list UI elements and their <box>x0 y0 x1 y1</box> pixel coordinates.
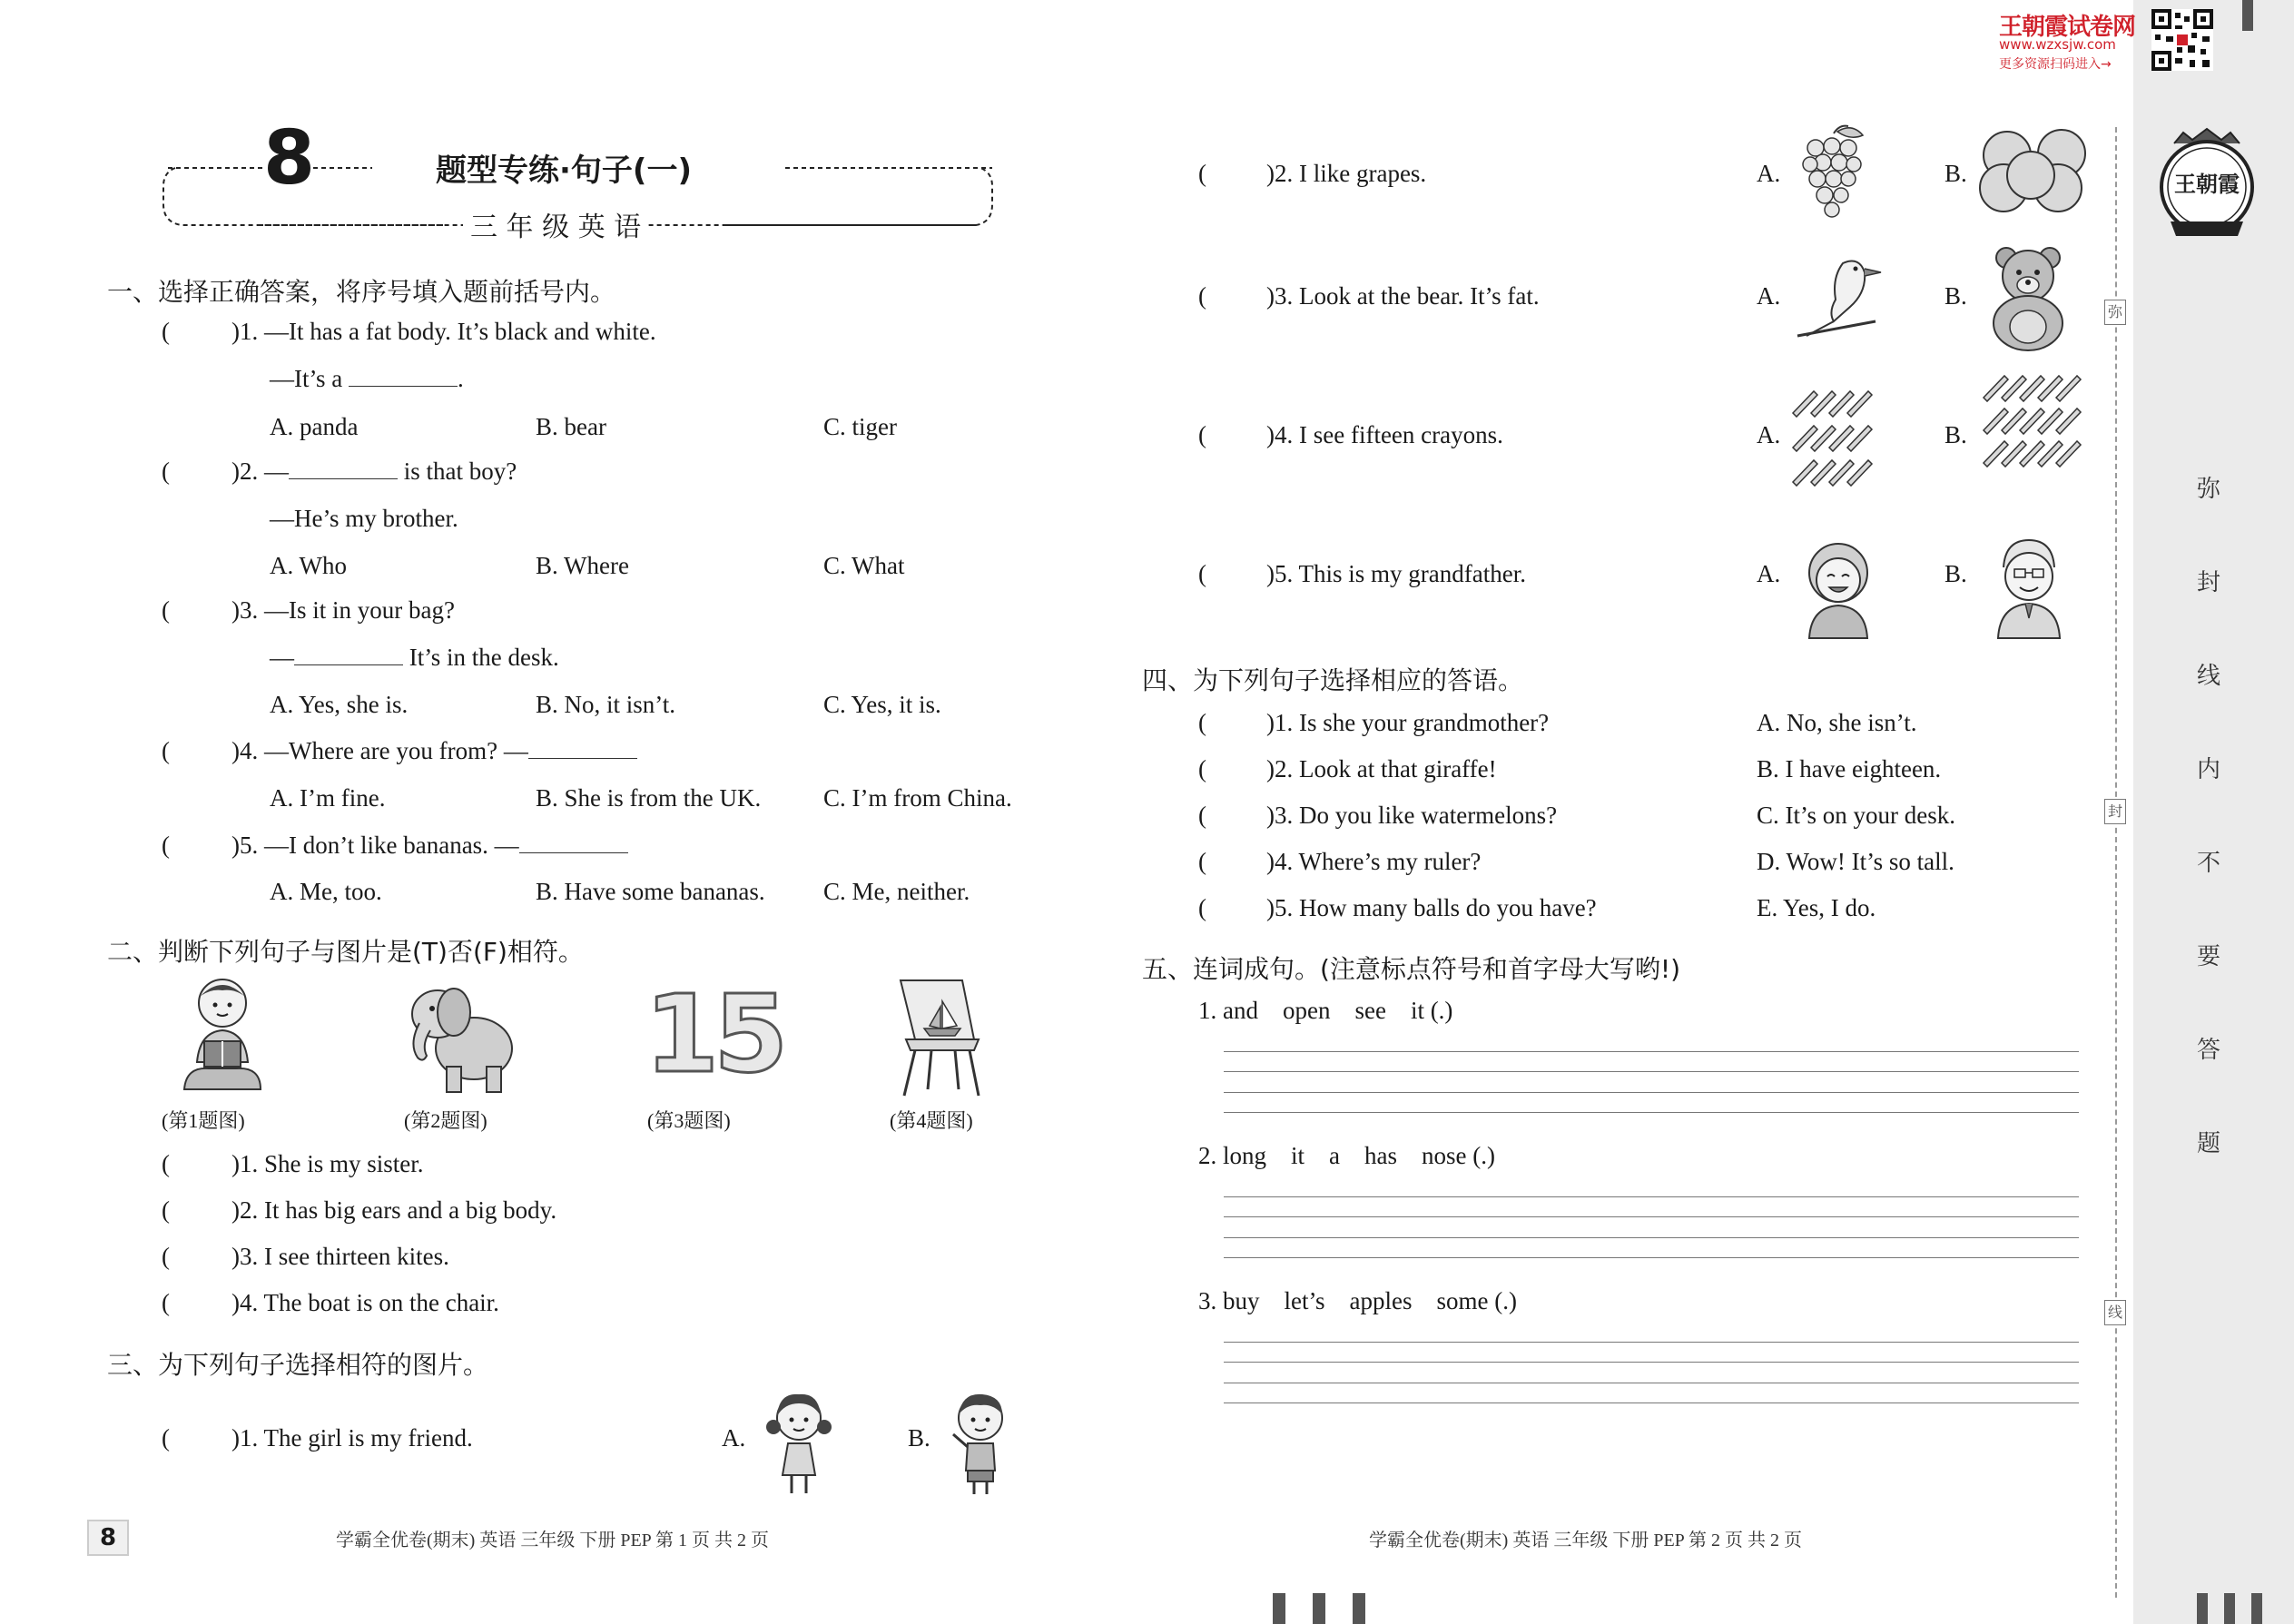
answer-option: C. It’s on your desk. <box>1757 802 1955 829</box>
paren: ( <box>162 1424 170 1452</box>
elephant-picture <box>399 976 517 1098</box>
binding-dashed-line <box>2115 127 2117 1598</box>
page-subtitle: 三 年 级 英 语 <box>463 204 648 244</box>
answer-blank[interactable] <box>349 366 458 387</box>
option: A. Who <box>270 552 347 579</box>
stem-text: )5. —I don’t like bananas. — <box>231 832 519 859</box>
brand-name: 王朝霞试卷网 <box>1999 14 2136 41</box>
stem-text: )2. — <box>231 458 289 485</box>
option: C. I’m from China. <box>823 784 1012 812</box>
paren: ( <box>1198 421 1206 448</box>
option-label: A. <box>722 1424 746 1452</box>
seal-text-char: 封 <box>2197 569 2221 596</box>
page-title: 题型专练·句子(一) <box>436 153 692 189</box>
question-line2 <box>270 644 559 672</box>
question-stem: )4. Where’s my ruler? <box>1266 848 1482 875</box>
picture-caption: (第4题图) <box>890 1109 973 1132</box>
registration-mark <box>2242 0 2253 31</box>
writing-line[interactable] <box>1224 1092 2079 1093</box>
question-line2: —He’s my brother. <box>270 505 458 532</box>
option: A. Me, too. <box>270 878 382 905</box>
writing-line[interactable] <box>1224 1342 2079 1343</box>
option: A. I’m fine. <box>270 784 386 812</box>
option: C. What <box>823 552 905 579</box>
question-stem: )3. —Is it in your bag? <box>231 596 455 624</box>
registration-mark <box>1273 1593 1285 1624</box>
number-fifteen-picture: 15 <box>645 971 783 1097</box>
question-stem: )1. —It has a fat body. It’s black and white. <box>231 318 656 345</box>
section2-heading: 二、判断下列句子与图片是(T)否(F)相符。 <box>107 937 584 967</box>
stem-text: is that boy? <box>403 458 517 485</box>
answer-blank[interactable] <box>519 832 628 853</box>
paren: ( <box>162 1150 170 1177</box>
grandfather-picture <box>1984 531 2074 640</box>
line-text: —It’s a <box>270 365 343 392</box>
option-label: A. <box>1757 282 1781 310</box>
option: B. Have some bananas. <box>536 878 765 905</box>
question-stem <box>231 458 517 486</box>
paren: ( <box>162 832 170 859</box>
boat-on-chair-picture <box>888 976 992 1098</box>
question-stem: )3. I see thirteen kites. <box>231 1243 449 1270</box>
section5-heading: 五、连词成句。(注意标点符号和首字母大写哟!) <box>1142 954 1681 984</box>
line-text: — <box>270 644 294 671</box>
question-stem: )2. Look at that giraffe! <box>1266 755 1497 782</box>
paren: ( <box>162 1196 170 1224</box>
word-item: 2. long it a has nose (.) <box>1198 1142 1495 1169</box>
seal-text-char: 不 <box>2197 850 2221 877</box>
word-item: 1. and open see it (.) <box>1198 997 1453 1024</box>
bird-picture <box>1788 245 1888 345</box>
question-stem: )1. She is my sister. <box>231 1150 424 1177</box>
word-item: 3. buy let’s apples some (.) <box>1198 1287 1517 1314</box>
option: C. Me, neither. <box>823 878 970 905</box>
question-stem: )5. This is my grandfather. <box>1266 560 1526 587</box>
stem-text: )4. —Where are you from? — <box>231 737 528 764</box>
paren: ( <box>162 458 170 485</box>
option: C. tiger <box>823 413 897 440</box>
crayons-twelve-picture <box>1788 386 1888 490</box>
girl-picture <box>763 1389 835 1498</box>
seal-text-char: 线 <box>2197 663 2221 690</box>
boy-reading-picture <box>177 976 268 1098</box>
seal-text-char: 内 <box>2197 756 2221 783</box>
line-text: It’s in the desk. <box>409 644 559 671</box>
section4-heading: 四、为下列句子选择相应的答语。 <box>1142 665 1524 695</box>
writing-line[interactable] <box>1224 1216 2079 1217</box>
registration-mark <box>2197 1593 2208 1624</box>
answer-blank[interactable] <box>294 645 403 665</box>
grapes-picture <box>1797 123 1870 227</box>
oranges-picture <box>1974 123 2092 218</box>
paren: ( <box>162 1243 170 1270</box>
paren: ( <box>1198 282 1206 310</box>
question-stem: )2. It has big ears and a big body. <box>231 1196 557 1224</box>
paren: ( <box>162 596 170 624</box>
answer-option: B. I have eighteen. <box>1757 755 1942 782</box>
option-label: A. <box>1757 160 1781 187</box>
paren: ( <box>1198 848 1206 875</box>
answer-option: D. Wow! It’s so tall. <box>1757 848 1954 875</box>
section1-heading: 一、选择正确答案，将序号填入题前括号内。 <box>107 277 616 307</box>
writing-line[interactable] <box>1224 1362 2079 1363</box>
paren: ( <box>1198 894 1206 921</box>
paren: ( <box>1198 709 1206 736</box>
seal-text-char: 弥 <box>2197 476 2221 503</box>
registration-mark <box>1313 1593 1325 1624</box>
question-stem: )3. Look at the bear. It’s fat. <box>1266 282 1540 310</box>
option-label: A. <box>1757 421 1781 448</box>
option: A. Yes, she is. <box>270 691 409 718</box>
answer-option: E. Yes, I do. <box>1757 894 1876 921</box>
writing-line[interactable] <box>1224 1257 2079 1258</box>
option-label: B. <box>1944 560 1967 587</box>
question-stem: )1. The girl is my friend. <box>231 1424 473 1452</box>
question-line2 <box>270 365 464 393</box>
writing-line[interactable] <box>1224 1112 2079 1113</box>
option-label: B. <box>1944 282 1967 310</box>
seal-text-char: 答 <box>2197 1037 2221 1064</box>
paren: ( <box>1198 560 1206 587</box>
paren: ( <box>1198 160 1206 187</box>
option: B. No, it isn’t. <box>536 691 676 718</box>
seal-box: 线 <box>2104 1300 2126 1325</box>
option: B. Where <box>536 552 629 579</box>
boy-picture <box>944 1389 1017 1498</box>
option-label: B. <box>1944 421 1967 448</box>
section3-heading: 三、为下列句子选择相符的图片。 <box>107 1350 489 1380</box>
seal-box: 弥 <box>2104 300 2126 325</box>
answer-option: A. No, she isn’t. <box>1757 709 1917 736</box>
question-stem: )4. The boat is on the chair. <box>231 1289 499 1316</box>
crayons-fifteen-picture <box>1979 372 2083 508</box>
picture-caption: (第3题图) <box>647 1109 731 1132</box>
question-stem: )1. Is she your grandmother? <box>1266 709 1550 736</box>
option-label: A. <box>1757 560 1781 587</box>
question-stem: )2. I like grapes. <box>1266 160 1427 187</box>
paren: ( <box>162 737 170 764</box>
brand-tagline: 更多资源扫码进入→ <box>1999 57 2112 72</box>
writing-line[interactable] <box>1224 1237 2079 1238</box>
option: C. Yes, it is. <box>823 691 941 718</box>
paren: ( <box>1198 802 1206 829</box>
title-banner <box>159 115 999 243</box>
registration-mark <box>2224 1593 2235 1624</box>
question-stem: )3. Do you like watermelons? <box>1266 802 1558 829</box>
seal-text-char: 题 <box>2197 1130 2221 1157</box>
lesson-number: 8 <box>263 115 316 202</box>
line-text: . <box>458 365 464 392</box>
option: A. panda <box>270 413 359 440</box>
writing-line[interactable] <box>1224 1071 2079 1072</box>
brand-url: www.wzxsjw.com <box>1999 36 2116 53</box>
option: B. She is from the UK. <box>536 784 762 812</box>
picture-caption: (第1题图) <box>162 1109 245 1132</box>
answer-blank[interactable] <box>289 458 398 479</box>
seal-box: 封 <box>2104 799 2126 824</box>
seal-text-char: 要 <box>2197 943 2221 970</box>
page-number: 8 <box>87 1520 129 1556</box>
grandmother-picture <box>1793 531 1884 640</box>
option-label: B. <box>908 1424 930 1452</box>
footer-left: 学霸全优卷(期末) 英语 三年级 下册 PEP 第 1 页 共 2 页 <box>336 1530 770 1550</box>
brand-logo-text: 王朝霞 <box>2174 173 2240 197</box>
question-stem: )5. How many balls do you have? <box>1266 894 1597 921</box>
answer-blank[interactable] <box>528 738 637 759</box>
registration-mark <box>2251 1593 2262 1624</box>
bear-picture <box>1979 243 2079 352</box>
picture-caption: (第2题图) <box>404 1109 487 1132</box>
footer-right: 学霸全优卷(期末) 英语 三年级 下册 PEP 第 2 页 共 2 页 <box>1369 1530 1803 1550</box>
paren: ( <box>162 1289 170 1316</box>
writing-line[interactable] <box>1224 1196 2079 1197</box>
question-stem <box>231 737 637 765</box>
question-stem <box>231 832 628 860</box>
paren: ( <box>162 318 170 345</box>
option-label: B. <box>1944 160 1967 187</box>
paren: ( <box>1198 755 1206 782</box>
question-stem: )4. I see fifteen crayons. <box>1266 421 1503 448</box>
registration-mark <box>1353 1593 1365 1624</box>
option: B. bear <box>536 413 606 440</box>
qr-code-icon <box>2151 9 2213 71</box>
writing-line[interactable] <box>1224 1051 2079 1052</box>
